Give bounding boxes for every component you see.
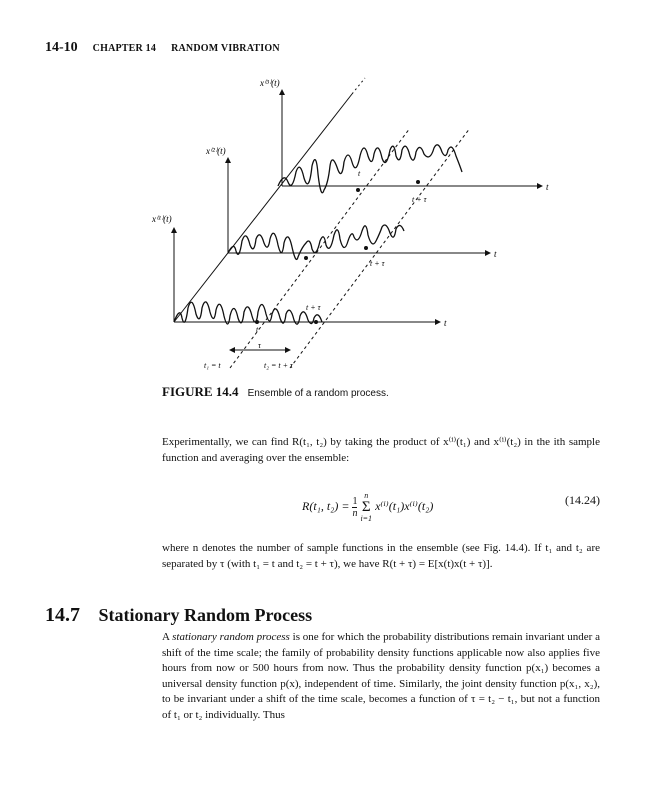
equation-14-24 bbox=[162, 487, 600, 523]
page-header bbox=[45, 40, 280, 56]
label-x1: x⁽¹⁾(t) bbox=[152, 214, 172, 224]
ensemble-figure bbox=[152, 68, 560, 378]
section-heading bbox=[45, 604, 312, 627]
section-title: Stationary Random Process bbox=[98, 605, 313, 625]
sample-function-1 bbox=[174, 302, 322, 324]
caption-text: Ensemble of a random process. bbox=[247, 388, 389, 399]
label-t-axis-3: t bbox=[546, 182, 549, 192]
label-t-plus-tau: t + τ bbox=[370, 259, 385, 268]
sample-point bbox=[255, 320, 259, 324]
oblique-axis-dashed bbox=[352, 78, 365, 94]
caption-label: FIGURE 14.4 bbox=[162, 384, 239, 399]
paragraph-where: where n denotes the number of sample functions in the ensemble (see Fig. 14.4). If t₁ and t₂ are separated by τ (with t₁ = t and t₂ = t + τ), we have R(t + τ) = E[x(t)x(t + τ)]. bbox=[162, 542, 600, 570]
term-stationary: stationary random process bbox=[172, 631, 290, 643]
chapter-title: RANDOM VIBRATION bbox=[171, 43, 280, 54]
sample-point bbox=[304, 256, 308, 260]
sample-point bbox=[314, 320, 318, 324]
oblique-axis bbox=[174, 94, 352, 322]
label-t1: t₁ = t bbox=[204, 361, 221, 370]
label-t-plus-tau: t + τ bbox=[306, 303, 321, 312]
paragraph-experimental: Experimentally, we can find R(t₁, t₂) by taking the product of x⁽ⁱ⁾(t₁) and x⁽ⁱ⁾(t₂) in the ith sample function and averaging over the ensemble: bbox=[162, 436, 600, 464]
label-t2: t₂ = t + τ bbox=[264, 361, 293, 370]
label-t-plus-tau: t + τ bbox=[412, 195, 427, 204]
sample-point bbox=[356, 188, 360, 192]
sample-function-2 bbox=[228, 225, 404, 259]
label-t-axis-2: t bbox=[494, 249, 497, 259]
label-tau: τ bbox=[258, 341, 261, 350]
page-number: 14-10 bbox=[45, 40, 78, 55]
chapter-label: CHAPTER 14 bbox=[92, 43, 157, 54]
sample-point bbox=[364, 246, 368, 250]
section-number: 14.7 bbox=[45, 604, 80, 626]
equation-body: R(t₁, t₂) = $\frac{1}{n}$ n Σ i=1 x⁽ⁱ⁾(t₁)x⁽ⁱ⁾(t₂) bbox=[302, 491, 434, 523]
label-x2: x⁽²⁾(t) bbox=[206, 146, 226, 156]
label-t-mark: t bbox=[256, 325, 259, 334]
label-t-axis-1: t bbox=[444, 318, 447, 328]
label-t-mark: t bbox=[358, 169, 361, 178]
paragraph-stationary: A stationary random process is one for which the probability distributions remain invariant under a shift of the time scale; the family of probability density functions applicable now also applies five hours from now or 500 hours from now. Thus the probability density function p(x₁) becomes a universal density function p(x), independent of time. Similarly, the joint density function p(x₁, x₂), to be invariant under a shift of the time scale, becomes a function of τ = t₂ − t₁, but not a function of t₁ or t₂ individually. Thus bbox=[162, 631, 600, 721]
sample-point bbox=[416, 180, 420, 184]
equation-number: (14.24) bbox=[565, 493, 600, 507]
figure-caption bbox=[162, 384, 389, 400]
label-x3: x⁽³⁾(t) bbox=[260, 78, 280, 88]
